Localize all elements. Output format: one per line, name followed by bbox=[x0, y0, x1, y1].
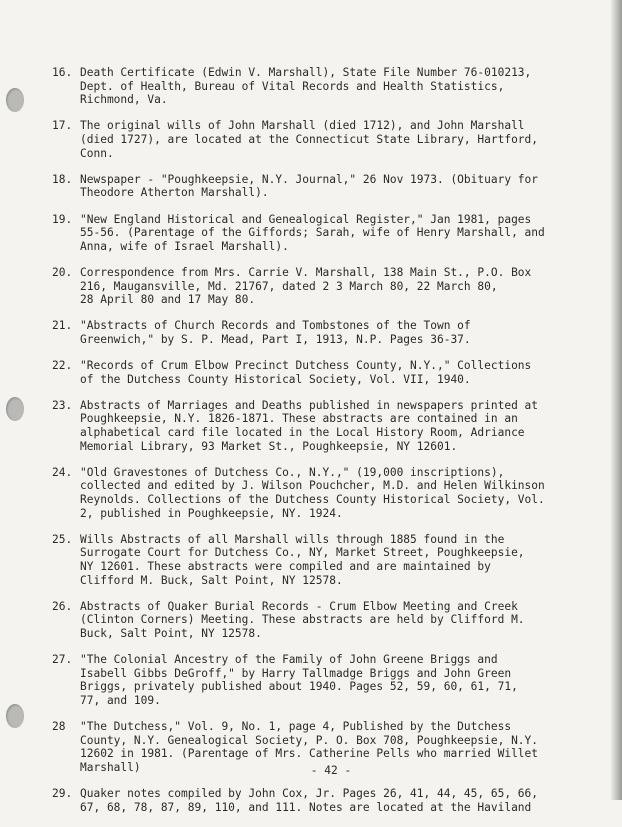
entry-number: 29. bbox=[52, 787, 73, 801]
reference-entry bbox=[52, 173, 592, 200]
punch-hole bbox=[6, 88, 24, 112]
page-edge-shadow bbox=[610, 0, 622, 800]
reference-entry bbox=[52, 600, 592, 641]
entry-text: "The Colonial Ancestry of the Family of John Greene Briggs and Isabell Gibbs DeGroff," by Harry Tallmadge Briggs and John Green Briggs, privately published about 1940. Pages 52, 59, 60, 61, 71, 77, and 109. bbox=[80, 653, 518, 707]
entry-text: "Old Gravestones of Dutchess Co., N.Y.," (19,000 inscriptions), collected and edited by J. Wilson Pouchcher, M.D. and Helen Wilkinson Reynolds. Collections of the Dutchess County Historical Society, Vol. 2, published in Poughkeepsie, NY. 1924. bbox=[80, 465, 545, 520]
entry-number: 23. bbox=[52, 398, 73, 412]
reference-entry bbox=[52, 213, 592, 254]
entry-number: 18. bbox=[52, 172, 73, 186]
page-number: - 42 - bbox=[310, 764, 352, 777]
reference-entry bbox=[52, 653, 592, 707]
reference-entry bbox=[52, 319, 592, 346]
entry-text: Wills Abstracts of all Marshall wills through 1885 found in the Surrogate Court for Dutchess Co., NY, Market Street, Poughkeepsie, NY 12601. These abstracts were compiled and are maintained by Clifford M. Buck, Salt Point, NY 12578. bbox=[80, 532, 525, 587]
entry-number: 24. bbox=[52, 465, 73, 479]
entry-text: Newspaper - "Poughkeepsie, N.Y. Journal," 26 Nov 1973. (Obituary for Theodore Atherton Marshall). bbox=[80, 172, 539, 200]
entry-text: The original wills of John Marshall (died 1712), and John Marshall (died 1727), are located at the Connecticut State Library, Hartford, Conn. bbox=[80, 119, 539, 160]
entry-text: Correspondence from Mrs. Carrie V. Marshall, 138 Main St., P.O. Box 216, Maugansville, Md. 21767, dated 2 3 March 80, 22 March 80, 28 April 80 and 17 May 80. bbox=[80, 265, 532, 307]
reference-entry bbox=[52, 399, 592, 453]
entry-number: 25. bbox=[52, 532, 73, 546]
entry-number: 19. bbox=[52, 212, 73, 226]
entry-number: 21. bbox=[52, 319, 73, 333]
entry-text: "Records of Crum Elbow Precinct Dutchess County, N.Y.," Collections of the Dutchess County Historical Society, Vol. VII, 1940. bbox=[80, 359, 532, 386]
reference-entry bbox=[52, 119, 592, 160]
entry-number: 28 bbox=[52, 720, 66, 734]
reference-entry bbox=[52, 533, 592, 587]
entry-text: "Abstracts of Church Records and Tombstones of the Town of Greenwich," by S. P. Mead, Part I, 1913, N.P. Pages 36-37. bbox=[80, 319, 471, 346]
entry-number: 16. bbox=[52, 66, 73, 79]
punch-hole bbox=[6, 704, 24, 728]
reference-entry bbox=[52, 466, 592, 520]
entry-number: 17. bbox=[52, 119, 73, 133]
entry-text: Abstracts of Quaker Burial Records - Crum Elbow Meeting and Creek (Clinton Corners) Meeting. These abstracts are held by Clifford M. Buck, Salt Point, NY 12578. bbox=[80, 599, 525, 640]
entry-number: 27. bbox=[52, 653, 73, 667]
entry-text: "New England Historical and Genealogical Register," Jan 1981, pages 55-56. (Parentage of the Giffords; Sarah, wife of Henry Marshall, and Anna, wife of Israel Marshall). bbox=[80, 212, 545, 253]
entry-text: Abstracts of Marriages and Deaths published in newspapers printed at Poughkeepsie, N.Y. 1826-1871. These abstracts are contained in an alphabetical card file located in the Local History Room, Adriance Memorial Library, 93 Market St., Poughkeepsie, NY 12601. bbox=[80, 398, 539, 453]
entry-text: Death Certificate (Edwin V. Marshall), State File Number 76-010213, Dept. of Health, Bureau of Vital Records and Health Statistics, Richmond, Va. bbox=[80, 66, 532, 107]
punch-hole bbox=[6, 397, 24, 421]
entry-text: Quaker notes compiled by John Cox, Jr. Pages 26, 41, 44, 45, 65, 66, 67, 68, 78, 87, 89, 110, and 111. Notes are located at the Haviland bbox=[80, 787, 539, 814]
reference-entry bbox=[52, 266, 592, 307]
entry-number: 20. bbox=[52, 265, 73, 279]
reference-entry bbox=[52, 787, 592, 814]
entry-number: 26. bbox=[52, 599, 73, 613]
entry-text: "The Dutchess," Vol. 9, No. 1, page 4, Published by the Dutchess County, N.Y. Genealogical Society, P. O. Box 708, Poughkeepsie, N.Y. 12602 in 1981. (Parentage of Mrs. Catherine Pells who married Willet Marshall) bbox=[80, 720, 539, 774]
reference-list bbox=[52, 66, 592, 827]
reference-entry bbox=[52, 359, 592, 386]
reference-entry bbox=[52, 66, 592, 107]
entry-number: 22. bbox=[52, 359, 73, 373]
